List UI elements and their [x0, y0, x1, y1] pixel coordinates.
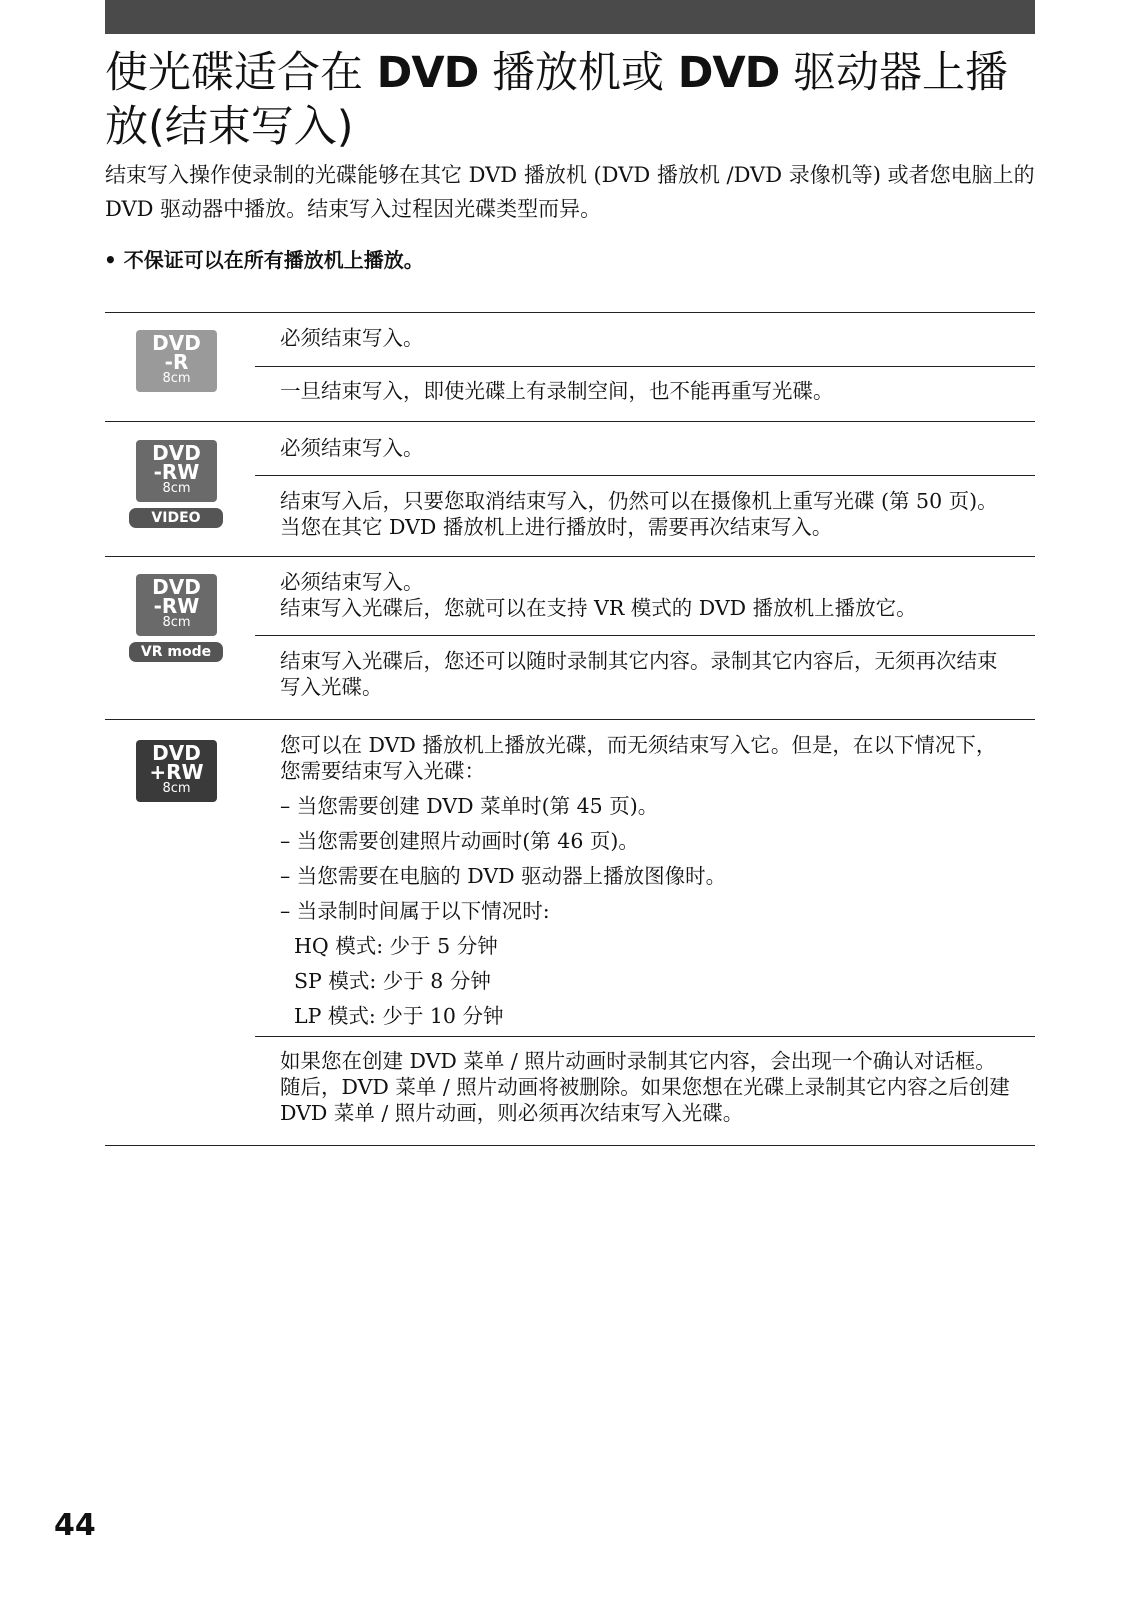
dvd-r-disc-icon: DVD -R 8cm — [136, 330, 217, 392]
table-rule — [255, 475, 1035, 476]
list-item: LP 模式: 少于 10 分钟 — [294, 1004, 504, 1028]
dvd-r-description: 一旦结束写入，即使光碟上有录制空间，也不能再重写光碟。 — [280, 379, 834, 403]
dvd-rw-disc-icon: DVD -RW 8cm — [136, 574, 217, 636]
list-item: – 当您需要创建照片动画时(第 46 页)。 — [280, 829, 639, 853]
table-rule — [105, 421, 1035, 422]
page-number: 44 — [54, 1508, 96, 1543]
video-mode-badge: VIDEO mode — [129, 508, 223, 528]
table-rule — [105, 556, 1035, 557]
dvd-r-requirement: 必须结束写入。 — [280, 326, 424, 350]
list-item: SP 模式: 少于 8 分钟 — [294, 969, 491, 993]
dvd-plus-rw-conditions: 您可以在 DVD 播放机上播放光碟，而无须结束写入它。但是，在以下情况下，您需要结束写入光碟： – 当您需要创建 DVD 菜单时(第 45 页)。 – 当您需要创建照片动画时(第 46 页)。 – 当您需要在电脑的 DVD 驱动器上播放图像时。 – 当录制时间属于以下情况时: HQ 模式: 少于 5 分钟 SP 模式: 少于 8 分钟 LP 模式: 少于 10 分钟 — [280, 732, 1015, 1029]
dvd-rw-vr-requirement: 必须结束写入。 结束写入光碟后，您就可以在支持 VR 模式的 DVD 播放机上播放它。 — [280, 570, 917, 620]
dvd-rw-video-requirement: 必须结束写入。 — [280, 436, 424, 460]
list-item: HQ 模式: 少于 5 分钟 — [294, 934, 498, 958]
table-rule — [105, 1145, 1035, 1146]
vr-mode-badge: VR mode — [129, 642, 223, 662]
table-rule — [255, 635, 1035, 636]
table-rule — [255, 1036, 1035, 1037]
page-title: 使光碟适合在 DVD 播放机或 DVD 驱动器上播放(结束写入) — [105, 48, 1009, 152]
list-item: – 当录制时间属于以下情况时: — [280, 899, 550, 923]
list-item: – 当您需要在电脑的 DVD 驱动器上播放图像时。 — [280, 864, 727, 888]
dvd-rw-disc-icon: DVD -RW 8cm — [136, 440, 217, 502]
compatibility-note: • 不保证可以在所有播放机上播放。 — [104, 248, 424, 272]
table-rule — [105, 312, 1035, 313]
intro-paragraph: 结束写入操作使录制的光碟能够在其它 DVD 播放机 (DVD 播放机 /DVD 录像机等) 或者您电脑上的 DVD 驱动器中播放。结束写入过程因光碟类型而异。 — [105, 163, 1035, 221]
dvd-rw-vr-description: 结束写入光碟后，您还可以随时录制其它内容。录制其它内容后，无须再次结束写入光碟。 — [280, 649, 998, 699]
dvd-plus-rw-disc-icon: DVD +RW 8cm — [136, 740, 217, 802]
list-item: – 当您需要创建 DVD 菜单时(第 45 页)。 — [280, 794, 659, 818]
dvd-rw-video-description: 结束写入后，只要您取消结束写入，仍然可以在摄像机上重写光碟 (第 50 页)。当您在其它 DVD 播放机上进行播放时，需要再次结束写入。 — [280, 489, 998, 539]
table-rule — [105, 719, 1035, 720]
header-bar — [105, 0, 1035, 34]
table-rule — [255, 366, 1035, 367]
dvd-plus-rw-description: 如果您在创建 DVD 菜单 / 照片动画时录制其它内容，会出现一个确认对话框。随后，DVD 菜单 / 照片动画将被删除。如果您想在光碟上录制其它内容之后创建 DVD 菜单 / 照片动画，则必须再次结束写入光碟。 — [280, 1049, 1010, 1125]
